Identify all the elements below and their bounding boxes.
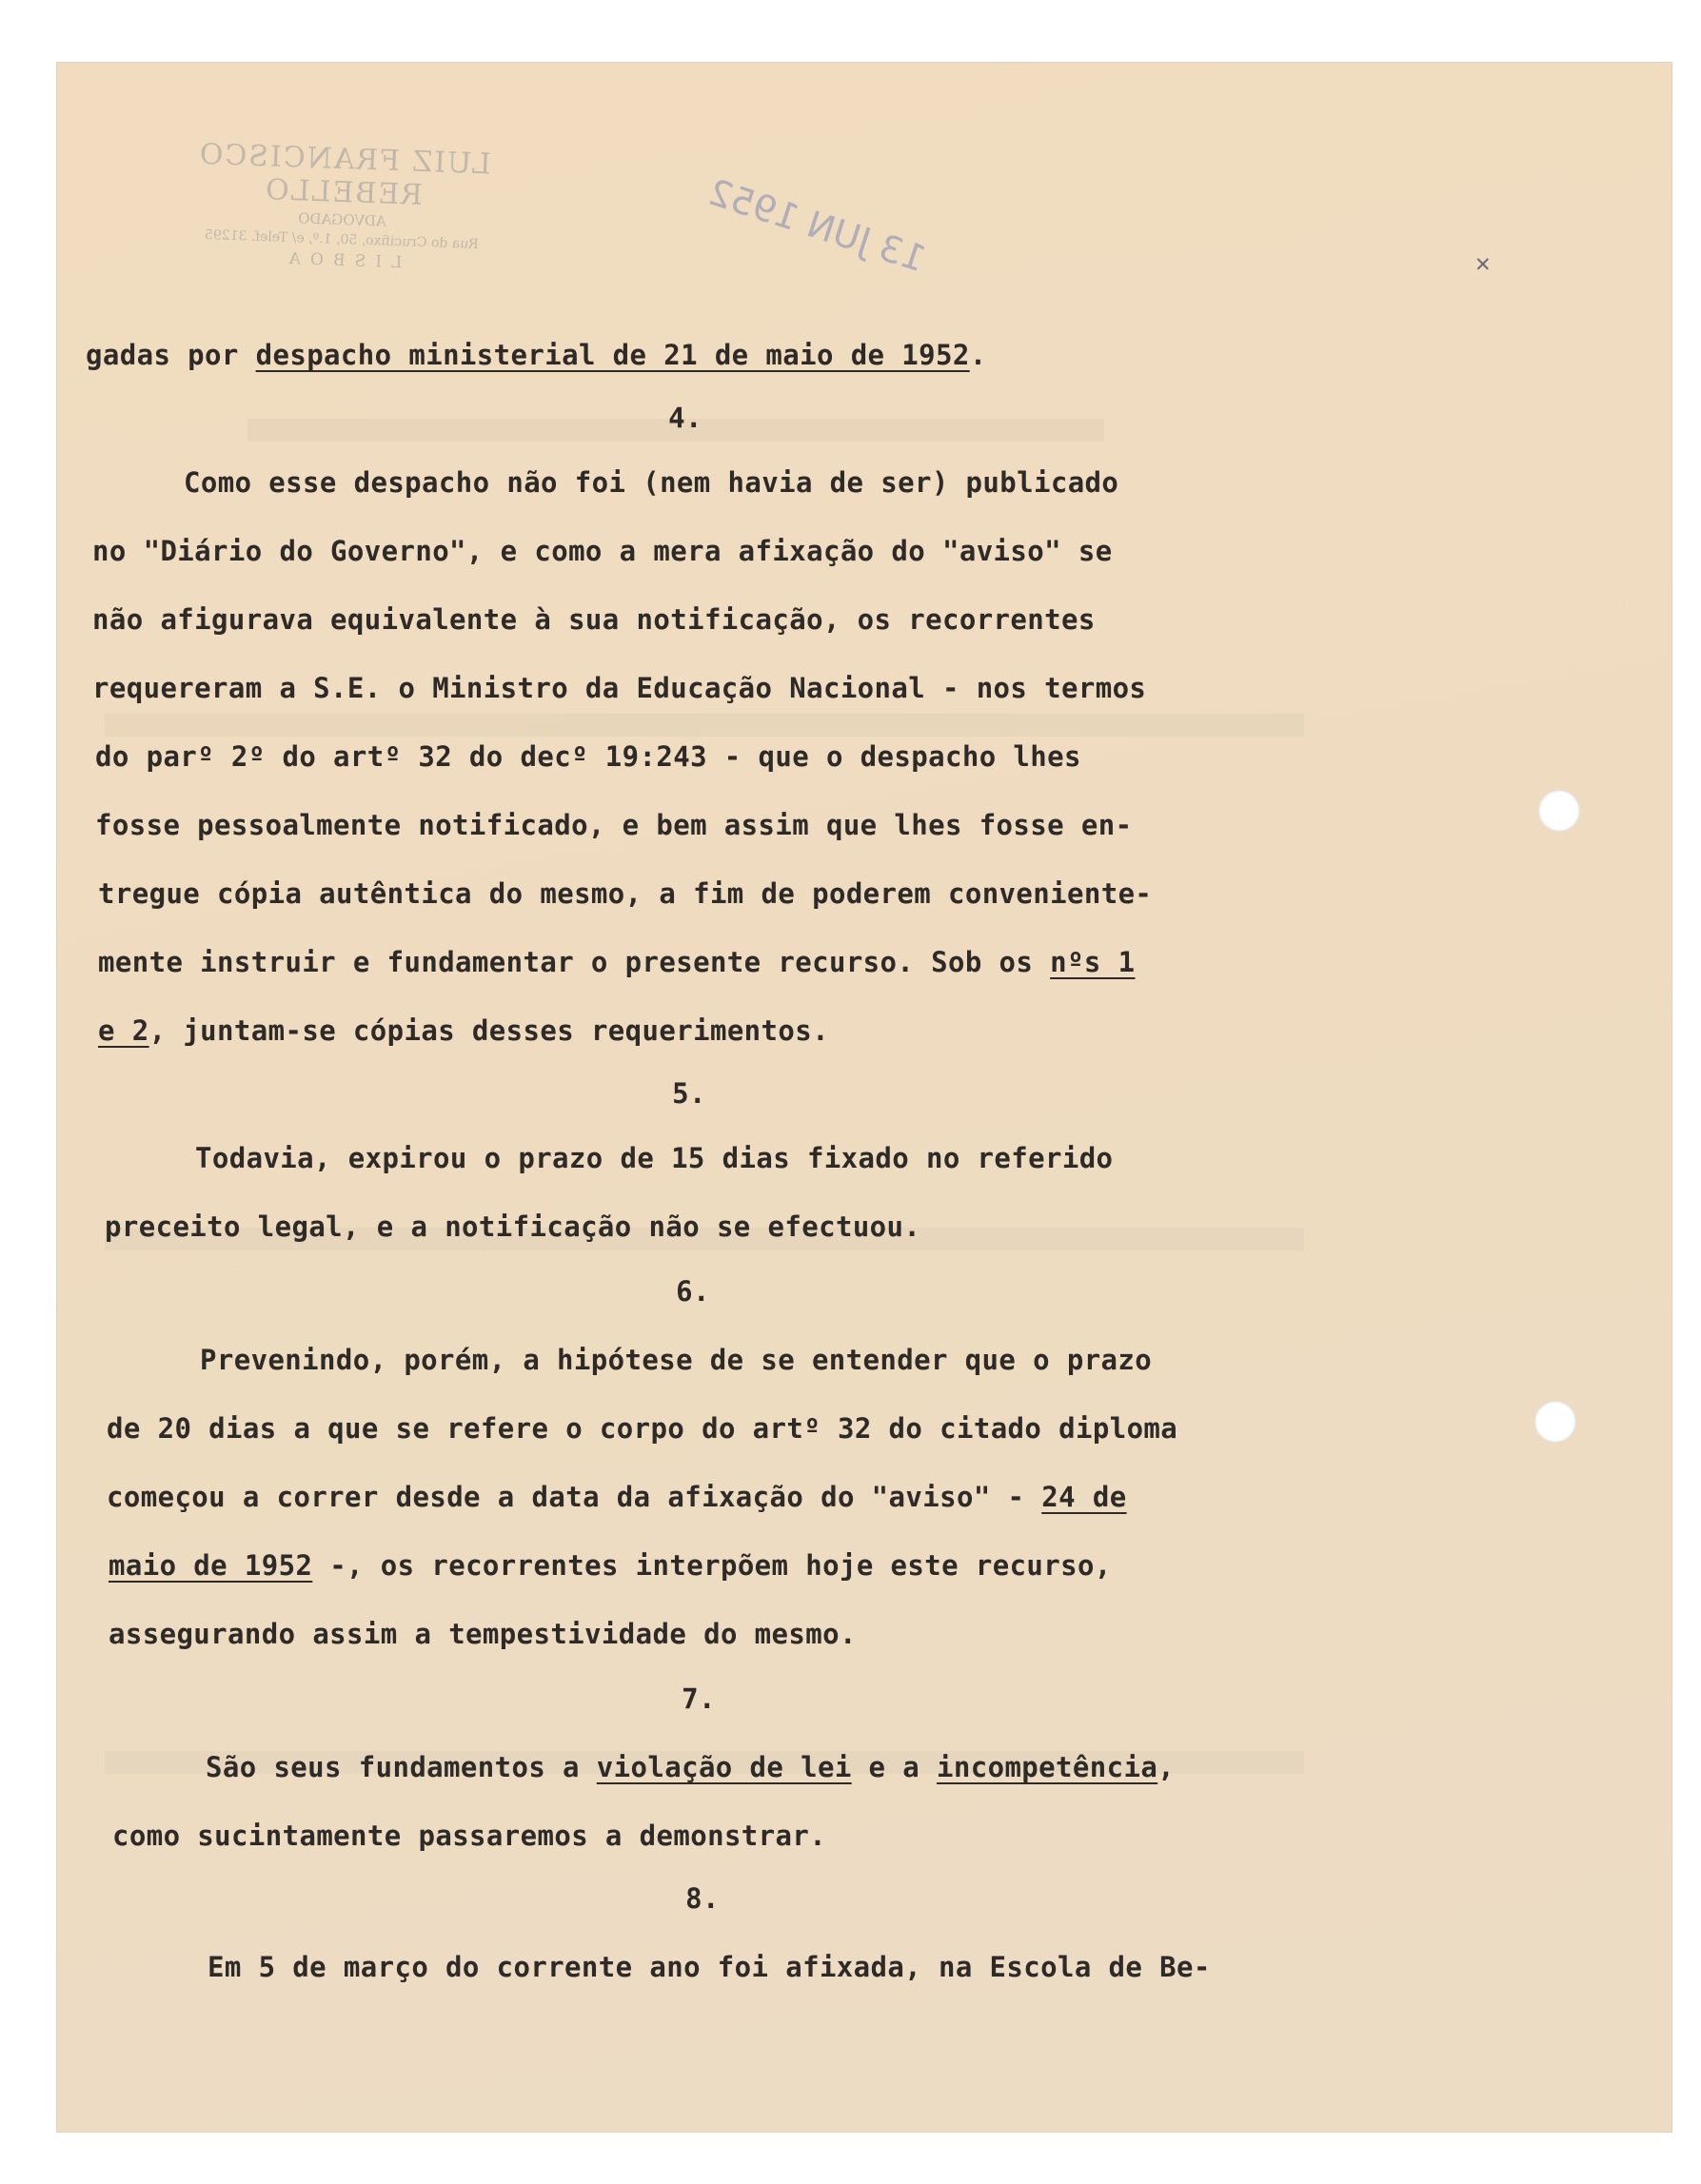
underlined-phrase: despacho ministerial de 21 de maio de 1952 xyxy=(255,339,970,371)
text-line: fosse pessoalmente notificado, e bem assim que lhes fosse en- xyxy=(95,809,1133,841)
underlined-phrase: incompetência xyxy=(937,1751,1158,1783)
text-line: no "Diário do Governo", e como a mera afixação do "aviso" se xyxy=(92,535,1113,567)
text-line: não afigurava equivalente à sua notificação, os recorrentes xyxy=(92,603,1096,636)
underlined-phrase: nºs 1 xyxy=(1050,946,1136,978)
section-number: 8. xyxy=(685,1882,720,1915)
section-number: 4. xyxy=(668,402,702,434)
punch-hole-top xyxy=(1538,790,1580,832)
text-line: de 20 dias a que se refere o corpo do artº 32 do citado diploma xyxy=(107,1412,1178,1445)
text-line: como sucintamente passaremos a demonstrar. xyxy=(112,1820,827,1852)
letterhead-bleedthrough xyxy=(136,136,549,278)
letterhead-address: Rua do Crucifixo, 50, 1.º, e/ Telef. 31295 xyxy=(204,226,479,252)
underlined-phrase: maio de 1952 xyxy=(109,1549,313,1582)
underlined-phrase: 24 de xyxy=(1041,1481,1127,1513)
letterhead-city: LISBOA xyxy=(279,248,403,273)
section-number: 6. xyxy=(676,1275,710,1308)
text-line: Todavia, expirou o prazo de 15 dias fixado no referido xyxy=(195,1142,1114,1174)
text-line: São seus fundamentos a violação de lei e a incompetência, xyxy=(206,1751,1176,1783)
section-number: 5. xyxy=(672,1077,706,1110)
text-line: Prevenindo, porém, a hipótese de se entender que o prazo xyxy=(200,1344,1153,1376)
ink-mark-icon: ✕ xyxy=(1475,249,1491,278)
text-line: preceito legal, e a notificação não se efectuou. xyxy=(105,1210,921,1243)
section-number: 7. xyxy=(682,1682,716,1715)
underlined-phrase: e 2 xyxy=(98,1014,149,1047)
text-line: mente instruir e fundamentar o presente recurso. Sob os nºs 1 xyxy=(98,946,1136,978)
date-stamp: 13 JUN 1952 xyxy=(702,170,931,281)
text-line: Em 5 de março do corrente ano foi afixada, na Escola de Be- xyxy=(208,1951,1211,1983)
text-line: e 2, juntam-se cópias desses requerimentos. xyxy=(98,1014,829,1047)
letterhead-title: ADVOGADO xyxy=(297,209,387,230)
text-line: gadas por despacho ministerial de 21 de maio de 1952. xyxy=(86,339,987,371)
text-line: requereram a S.E. o Ministro da Educação Nacional - nos termos xyxy=(92,672,1147,704)
punch-hole-bottom xyxy=(1534,1401,1576,1443)
text-line: começou a correr desde a data da afixação do "aviso" - 24 de xyxy=(107,1481,1127,1513)
letterhead-name: LUIZ FRANCISCO REBELLO xyxy=(197,137,492,212)
text-line: assegurando assim a tempestividade do mesmo. xyxy=(109,1618,857,1650)
text-line: Como esse despacho não foi (nem havia de ser) publicado xyxy=(184,466,1119,499)
text-line: maio de 1952 -, os recorrentes interpõem hoje este recurso, xyxy=(109,1549,1112,1582)
underlined-phrase: violação de lei xyxy=(596,1751,852,1783)
text-line: do parº 2º do artº 32 do decº 19:243 - que o despacho lhes xyxy=(95,740,1081,773)
text-line: tregue cópia autêntica do mesmo, a fim de poderem conveniente- xyxy=(98,877,1153,910)
